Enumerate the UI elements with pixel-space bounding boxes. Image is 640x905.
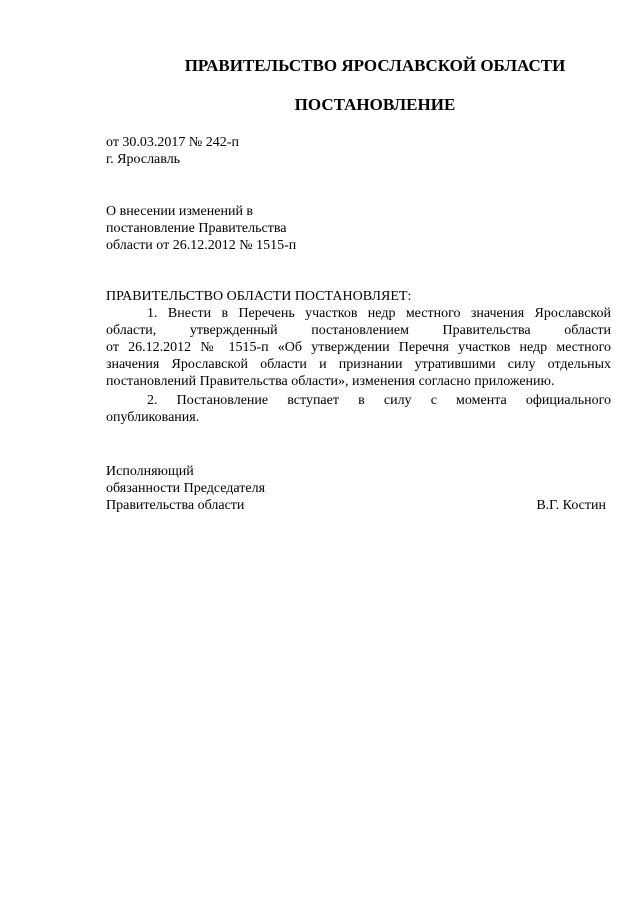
paragraph-line: 1. Внести в Перечень участков недр местного значения Ярославской (147, 306, 611, 321)
document-type-title: ПОСТАНОВЛЕНИЕ (294, 95, 456, 114)
signature-position-line: Правительства области (106, 498, 245, 513)
signature-position-line: обязанности Председателя (106, 481, 266, 496)
paragraph-item-1 (106, 305, 611, 390)
signatory-name: В.Г. Костин (536, 498, 606, 513)
subject-line: О внесении изменений в (106, 204, 254, 219)
subject-line: области от 26.12.2012 № 1515-п (106, 238, 297, 253)
paragraph-line: 2. Постановление вступает в силу с момента официального (147, 393, 611, 408)
paragraph-line: опубликования. (106, 410, 200, 425)
preamble: ПРАВИТЕЛЬСТВО ОБЛАСТИ ПОСТАНОВЛЯЕТ: (106, 289, 412, 304)
paragraph-line: от 26.12.2012 № 1515-п «Об утверждении Перечня участков недр местного (106, 340, 611, 355)
date-number: от 30.03.2017 № 242-п (106, 135, 239, 150)
paragraph-line: постановлений Правительства области», изменения согласно приложению. (106, 374, 555, 389)
city: г. Ярославль (106, 152, 181, 167)
government-title: ПРАВИТЕЛЬСТВО ЯРОСЛАВСКОЙ ОБЛАСТИ (184, 56, 566, 75)
paragraph-item-2 (106, 392, 611, 426)
subject-line: постановление Правительства (106, 221, 287, 236)
paragraph-line: области, утвержденный постановлением Правительства области (106, 323, 611, 338)
paragraph-line: значения Ярославской области и признании утратившими силу отдельных (106, 357, 611, 372)
signature-position-line: Исполняющий (106, 464, 194, 479)
